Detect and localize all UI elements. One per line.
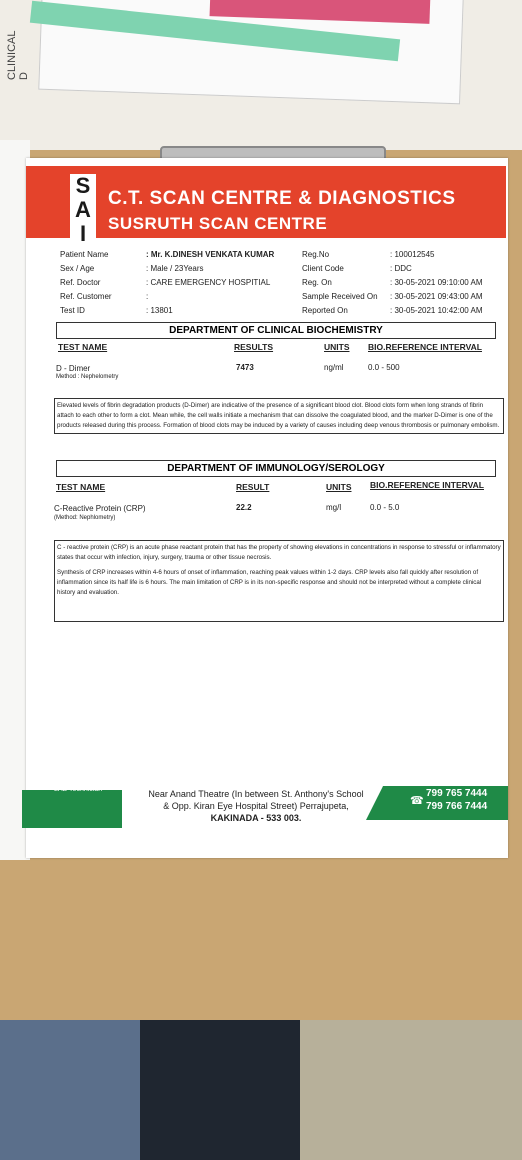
- col-header: RESULTS: [234, 342, 274, 352]
- meta-label: Client Code: [302, 264, 344, 273]
- dept-title: DEPARTMENT OF CLINICAL BIOCHEMISTRY: [56, 322, 496, 339]
- patient-value: : Male / 23Years: [146, 264, 204, 273]
- col-header: TEST NAME: [56, 482, 106, 492]
- test-name: D - Dimer: [56, 364, 91, 373]
- lab-report: [26, 158, 508, 858]
- phone-number: 799 766 7444: [426, 801, 488, 812]
- dept2-note-para2: Synthesis of CRP increases within 4-6 hours of onset of inflammation, reaching peak values within 1-2 days. CRP levels also fall quickly after resolution of inflammation since its half life is 6 hours. The main limitation of CRP is in its non-specific response and should not be interpreted without a complete clinical history and evaluation.: [57, 569, 482, 596]
- test-result: 22.2: [236, 503, 252, 512]
- dept2-note: [54, 540, 504, 622]
- header-line2: SUSRUTH SCAN CENTRE: [108, 214, 328, 233]
- logo: [70, 174, 96, 246]
- meta-label: Reported On: [302, 306, 348, 315]
- patient-label: Patient Name: [60, 250, 109, 259]
- test-unit: ng/ml: [324, 363, 344, 372]
- footer-green-left: [22, 790, 122, 828]
- meta-value: : DDC: [390, 264, 412, 273]
- lab-technician-label: LAB Technician: [54, 786, 103, 793]
- patient-value: : CARE EMERGENCY HOSPITIAL: [146, 278, 271, 287]
- address-line: KAKINADA - 533 003.: [210, 813, 302, 823]
- patient-label: Test ID: [60, 306, 85, 315]
- side-label: CLINICAL D: [6, 30, 30, 80]
- logo-letter: S: [75, 173, 91, 198]
- meta-label: Reg.No: [302, 250, 330, 259]
- meta-value: : 30-05-2021 09:43:00 AM: [390, 292, 483, 301]
- test-range: 0.0 - 500: [368, 363, 400, 372]
- col-header: UNITS: [326, 482, 352, 492]
- phone-number: 799 765 7444: [426, 788, 488, 799]
- test-result: 7473: [236, 363, 254, 372]
- logo-letter: I: [79, 221, 87, 246]
- col-header: BIO.REFERENCE INTERVAL: [370, 480, 484, 490]
- test-range: 0.0 - 5.0: [370, 503, 400, 512]
- patient-value: : 13801: [146, 306, 173, 315]
- patient-label: Ref. Doctor: [60, 278, 101, 287]
- dept2-note-para1: C - reactive protein (CRP) is an acute phase reactant protein that has the property of showing elevations in concentrations in response to stressful or inflammatory states that occur with infection, injury, surgery, trauma or other tissue necrosis.: [57, 544, 501, 561]
- dept1-note: Elevated levels of fibrin degradation products (D-Dimer) are indicative of the presence of a significant blood clot. Blood clots form when long strands of fibrin attach to each other to form a clot. Mean while, the cell walls initiate a mechanism that can dissolve the coagulated blood, and the marker D-Dimer is one of the products released during this process. Formation of blood clots may be induced by a variety of causes including deep venous thrombosis or pulmonary embolism.: [54, 398, 504, 434]
- patient-label: Ref. Customer: [60, 292, 112, 301]
- jeans: [0, 1020, 140, 1160]
- test-method: Method : Nephelometry: [56, 374, 119, 380]
- meta-label: Sample Received On: [302, 292, 378, 301]
- col-header: RESULT: [236, 482, 270, 492]
- dark-clothing: [140, 1020, 300, 1160]
- col-header: UNITS: [324, 342, 350, 352]
- meta-value: : 30-05-2021 09:10:00 AM: [390, 278, 483, 287]
- logo-letter: A: [75, 197, 91, 222]
- meta-value: : 100012545: [390, 250, 435, 259]
- address-line: Near Anand Theatre (In between St. Anthony's School: [148, 789, 364, 799]
- patient-label: Sex / Age: [60, 264, 95, 273]
- test-unit: mg/l: [326, 503, 342, 512]
- col-header: TEST NAME: [58, 342, 108, 352]
- header-line1: C.T. SCAN CENTRE & DIAGNOSTICS: [108, 188, 456, 209]
- phone-icon: ☎: [410, 795, 424, 807]
- test-method: (Method: Nephlometry): [54, 515, 116, 521]
- col-header: BIO.REFERENCE INTERVAL: [368, 342, 482, 352]
- footer-address: [126, 788, 386, 824]
- dept-title: DEPARTMENT OF IMMUNOLOGY/SEROLOGY: [56, 460, 496, 477]
- report-header: [26, 166, 506, 246]
- meta-value: : 30-05-2021 10:42:00 AM: [390, 306, 483, 315]
- meta-label: Reg. On: [302, 278, 332, 287]
- address-line: & Opp. Kiran Eye Hospital Street) Perrajupeta,: [163, 801, 349, 811]
- patient-value: :: [146, 292, 149, 301]
- patient-value: : Mr. K.DINESH VENKATA KUMAR: [146, 250, 275, 259]
- test-name: C-Reactive Protein (CRP): [54, 504, 146, 513]
